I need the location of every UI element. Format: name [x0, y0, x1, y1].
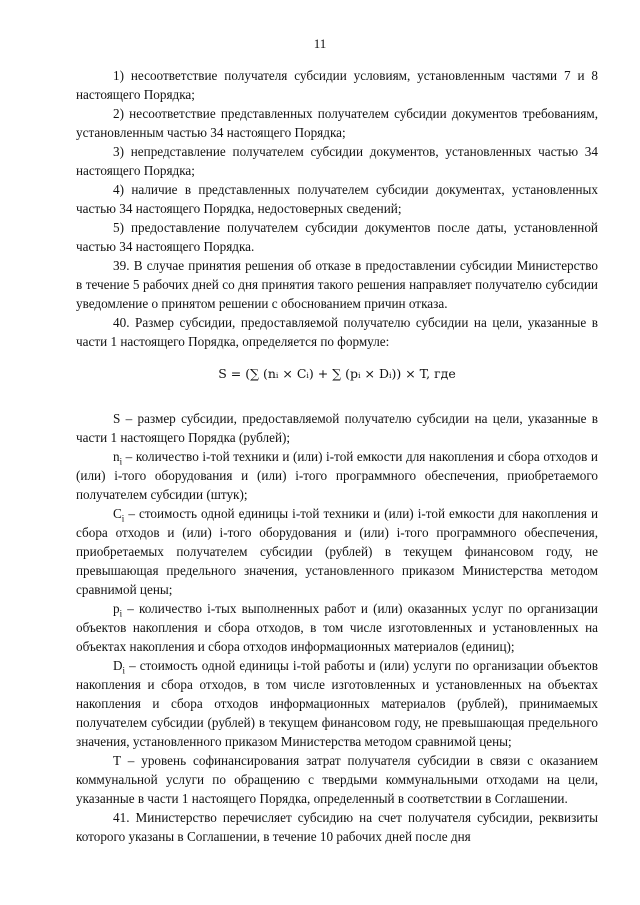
- symbol-d: D: [113, 658, 123, 673]
- paragraph-41: 41. Министерство перечисляет субсидию на счет получателя субсидии, реквизиты которого указаны в Соглашении, в течение 10 рабочих дней после дня: [76, 810, 598, 844]
- paragraph-item-4: 4) наличие в представленных получателем субсидии документах, установленных частью 34 настоящего Порядка, недостоверных сведений;: [76, 182, 598, 216]
- symbol-c: C: [113, 506, 122, 521]
- symbol-d-subscript: i: [122, 665, 126, 676]
- symbol-p-subscript: i: [119, 608, 123, 619]
- paragraph-item-2: 2) несоответствие представленных получателем субсидии документов требованиям, установленным частью 34 настоящего Порядка;: [76, 106, 598, 140]
- definition-c-text: – стоимость одной единицы i-той техники и (или) i-той емкости для накопления и сбора отходов и (или) i-того оборудования и (или) i-того программного обеспечения, приобретаемых получателем субсидии (рублей) в текущем финансовом году, не превышающая предельного значения, установленного приказом Министерства методом сравнимой цены;: [76, 506, 598, 597]
- symbol-n: n: [113, 449, 120, 464]
- paragraph-40: 40. Размер субсидии, предоставляемой получателю субсидии на цели, указанные в части 1 настоящего Порядка, определяется по формуле:: [76, 315, 598, 349]
- document-body: [76, 66, 598, 846]
- paragraph-item-3: 3) непредставление получателем субсидии документов, установленных частью 34 настоящего Порядка;: [76, 144, 598, 178]
- definition-s-text: – размер субсидии, предоставляемой получателю субсидии на цели, указанные в части 1 настоящего Порядка (рублей);: [76, 411, 598, 445]
- page-number: 11: [313, 36, 327, 51]
- definition-s: [76, 409, 598, 447]
- definition-n: [76, 447, 598, 504]
- paragraph-item-5: 5) предоставление получателем субсидии документов после даты, установленной частью 34 настоящего Порядка.: [76, 220, 598, 254]
- symbol-t: T: [113, 753, 121, 768]
- definition-t-text: – уровень софинансирования затрат получателя субсидии в связи с оказанием коммунальной услуги по обращению с твердыми коммунальными отходами на цели, указанные в части 1 настоящего Порядка, определенный в соответствии в Соглашении.: [76, 753, 598, 806]
- paragraph-39: 39. В случае принятия решения об отказе в предоставлении субсидии Министерство в течение 5 рабочих дней со дня принятия такого решения направляет получателю субсидии уведомление о принятом решении с обоснованием причин отказа.: [76, 258, 598, 311]
- symbol-p: p: [113, 601, 120, 616]
- definition-c: [76, 504, 598, 599]
- definition-t: [76, 751, 598, 808]
- definition-p: [76, 599, 598, 656]
- definition-d: [76, 656, 598, 751]
- symbol-c-subscript: i: [121, 513, 125, 524]
- paragraph-item-1: 1) несоответствие получателя субсидии условиям, установленным частями 7 и 8 настоящего Порядка;: [76, 68, 598, 102]
- definition-n-text: – количество i-той техники и (или) i-той емкости для накопления и сбора отходов и (или) i-того оборудования и (или) i-того программного обеспечения, приобретаемого получателем субсидии (штук);: [76, 449, 598, 502]
- symbol-n-subscript: i: [119, 456, 123, 467]
- subsidy-formula: S = (∑ (nᵢ × Cᵢ) + ∑ (pᵢ × Dᵢ)) × T, где: [218, 366, 456, 381]
- symbol-s: S: [113, 411, 121, 426]
- definition-d-text: – стоимость одной единицы i-той работы и (или) услуги по организации объектов накопления и сбора отходов, в том числе изготовленных и установленных на объектах накопления и сбора отходов информационных материалов (рублей), принимаемых получателем субсидии (рублей) в текущем финансовом году, не превышающая предельного значения, установленного приказом Министерства методом сравнимой цены;: [76, 658, 598, 749]
- definition-p-text: – количество i-тых выполненных работ и (или) оказанных услуг по организации объектов накопления и сбора отходов, в том числе изготовленных и установленных на объектах накопления и сбора отходов информационных материалов (единиц);: [76, 601, 598, 654]
